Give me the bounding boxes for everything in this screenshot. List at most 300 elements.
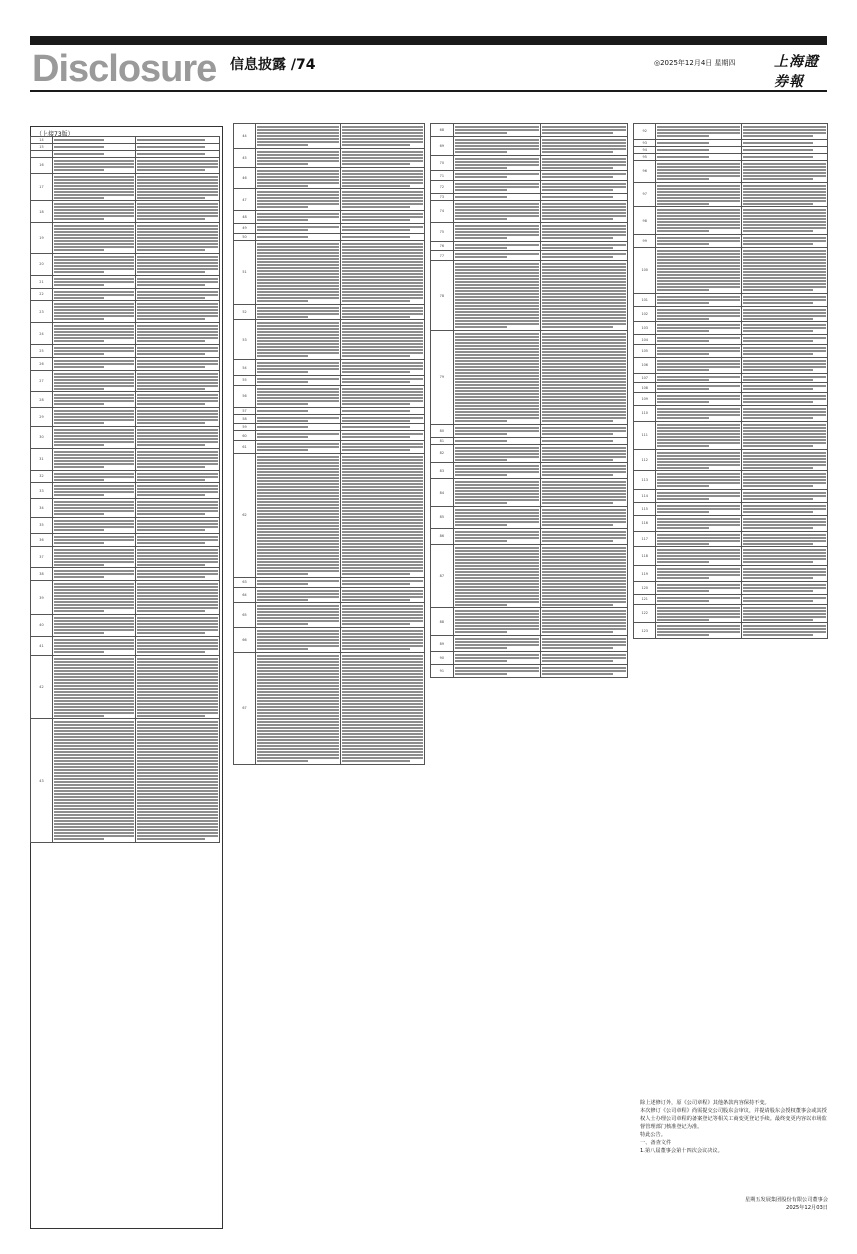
text-line	[54, 757, 135, 759]
text-line	[455, 269, 539, 271]
text-line	[54, 501, 135, 503]
old-clause	[453, 506, 540, 528]
table-row	[31, 144, 220, 151]
text-line	[542, 654, 626, 656]
text-line	[137, 331, 218, 333]
text-line	[257, 549, 338, 551]
text-line	[257, 583, 308, 585]
text-line	[542, 502, 613, 504]
old-clause	[52, 157, 136, 173]
text-line	[542, 468, 626, 470]
text-line	[137, 835, 218, 837]
text-line	[455, 628, 539, 630]
text-line	[743, 388, 813, 390]
old-clause	[453, 651, 540, 664]
text-line	[657, 376, 740, 378]
text-line	[542, 673, 613, 675]
new-clause	[340, 453, 424, 577]
text-line	[657, 597, 740, 599]
text-line	[455, 234, 539, 236]
old-clause	[656, 153, 742, 160]
text-line	[342, 630, 423, 632]
table-row	[31, 173, 220, 201]
text-line	[257, 182, 338, 184]
text-line	[342, 546, 423, 548]
text-line	[54, 435, 135, 437]
text-line	[257, 213, 338, 215]
text-line	[257, 546, 338, 548]
table-row	[431, 251, 628, 261]
table-row	[234, 424, 425, 431]
clause-number: 103	[634, 322, 656, 335]
old-clause	[52, 370, 136, 392]
text-line	[542, 132, 613, 134]
text-line	[542, 237, 613, 239]
new-clause	[340, 414, 424, 424]
text-line	[743, 274, 826, 276]
text-line	[257, 258, 338, 260]
text-line	[542, 414, 626, 416]
text-line	[137, 379, 218, 381]
text-line	[542, 354, 626, 356]
text-line	[54, 379, 135, 381]
text-line	[54, 629, 135, 631]
text-line	[743, 243, 813, 245]
text-line	[54, 802, 135, 804]
clause-number: 29	[31, 408, 53, 427]
text-line	[542, 164, 626, 166]
text-line	[137, 234, 218, 236]
text-line	[743, 188, 826, 190]
text-line	[257, 200, 338, 202]
text-line	[743, 327, 826, 329]
text-line	[657, 312, 740, 314]
text-line	[54, 709, 135, 711]
table-row	[634, 490, 828, 503]
text-line	[657, 492, 740, 494]
text-line	[455, 502, 507, 504]
text-line	[137, 231, 218, 233]
text-line	[455, 167, 507, 169]
text-line	[342, 703, 423, 705]
text-line	[342, 495, 423, 497]
new-clause	[742, 160, 828, 182]
text-line	[54, 694, 135, 696]
old-clause	[256, 603, 340, 628]
table-row	[634, 547, 828, 566]
text-line	[743, 561, 813, 563]
table-row	[31, 253, 220, 275]
text-line	[542, 610, 626, 612]
text-line	[137, 685, 218, 687]
table-row	[31, 581, 220, 615]
old-clause	[52, 581, 136, 615]
text-line	[455, 263, 539, 265]
old-clause	[656, 594, 742, 604]
text-line	[342, 316, 410, 318]
text-line	[257, 236, 308, 238]
text-line	[743, 253, 826, 255]
text-line	[54, 793, 135, 795]
text-line	[137, 645, 218, 647]
new-clause	[742, 604, 828, 623]
clause-number: 42	[31, 655, 53, 719]
old-clause	[656, 490, 742, 503]
clause-number: 67	[234, 652, 256, 764]
text-line	[657, 315, 740, 317]
text-line	[743, 467, 813, 469]
table-row	[634, 604, 828, 623]
clause-number: 19	[31, 223, 53, 254]
text-line	[542, 580, 626, 582]
clause-number: 38	[31, 568, 53, 581]
old-clause	[453, 608, 540, 636]
text-line	[257, 534, 338, 536]
text-line	[54, 838, 104, 840]
text-line	[54, 510, 135, 512]
text-line	[54, 457, 135, 459]
clause-number: 27	[31, 370, 53, 392]
text-line	[54, 466, 104, 468]
text-line	[743, 461, 826, 463]
text-line	[342, 328, 423, 330]
text-line	[54, 697, 135, 699]
text-line	[657, 360, 740, 362]
table-row	[234, 233, 425, 240]
text-line	[455, 284, 539, 286]
text-line	[54, 832, 135, 834]
text-line	[257, 381, 308, 383]
clause-number: 86	[431, 528, 454, 544]
text-line	[743, 587, 826, 589]
text-line	[342, 288, 423, 290]
text-line	[657, 126, 740, 128]
clause-number: 76	[431, 241, 454, 251]
text-line	[743, 277, 826, 279]
text-line	[257, 531, 338, 533]
text-line	[54, 805, 135, 807]
text-line	[542, 496, 626, 498]
text-line	[257, 443, 338, 445]
text-line	[657, 590, 708, 592]
text-line	[657, 277, 740, 279]
text-line	[257, 203, 338, 205]
text-line	[257, 173, 338, 175]
text-line	[743, 631, 826, 633]
text-line	[257, 685, 338, 687]
text-line	[657, 218, 740, 220]
text-line	[137, 549, 218, 551]
text-line	[657, 149, 708, 151]
text-line	[542, 302, 626, 304]
text-line	[455, 414, 539, 416]
text-line	[342, 426, 410, 428]
text-line	[137, 507, 218, 509]
text-line	[342, 362, 423, 364]
masthead	[30, 36, 827, 92]
text-line	[657, 607, 740, 609]
text-line	[342, 667, 423, 669]
text-line	[54, 721, 135, 723]
text-line	[137, 169, 205, 171]
text-line	[542, 459, 613, 461]
text-line	[54, 169, 104, 171]
text-line	[137, 724, 218, 726]
clause-number: 110	[634, 405, 656, 421]
text-line	[342, 608, 423, 610]
old-clause	[52, 470, 136, 483]
old-clause	[656, 293, 742, 306]
text-line	[542, 339, 626, 341]
text-line	[342, 141, 423, 143]
text-line	[54, 328, 135, 330]
new-clause	[136, 357, 220, 370]
text-line	[455, 369, 539, 371]
text-line	[455, 212, 539, 214]
clause-number: 99	[634, 235, 656, 248]
text-line	[54, 539, 135, 541]
text-line	[342, 721, 423, 723]
text-line	[542, 447, 626, 449]
old-clause	[52, 614, 136, 636]
text-line	[743, 230, 813, 232]
text-line	[137, 552, 218, 554]
old-clause	[656, 531, 742, 547]
text-line	[257, 378, 338, 380]
table-row	[31, 392, 220, 408]
text-line	[137, 160, 218, 162]
old-clause	[52, 408, 136, 427]
clause-number: 105	[634, 344, 656, 357]
text-line	[743, 224, 826, 226]
clause-number: 43	[31, 719, 53, 843]
table-row	[634, 393, 828, 406]
text-line	[137, 808, 218, 810]
new-clause	[742, 515, 828, 531]
text-line	[342, 346, 423, 348]
text-line	[657, 439, 740, 441]
text-line	[54, 829, 135, 831]
text-line	[542, 167, 613, 169]
text-line	[743, 262, 826, 264]
new-clause	[540, 261, 627, 331]
table-row	[431, 193, 628, 200]
old-clause	[256, 385, 340, 407]
text-line	[257, 599, 308, 601]
text-line	[342, 337, 423, 339]
text-line	[137, 513, 205, 515]
text-line	[743, 175, 826, 177]
new-clause	[340, 441, 424, 454]
text-line	[257, 417, 338, 419]
text-line	[743, 492, 826, 494]
text-line	[137, 766, 218, 768]
text-line	[657, 259, 740, 261]
old-clause	[256, 587, 340, 603]
text-line	[54, 284, 104, 286]
table-row	[431, 506, 628, 528]
text-line	[257, 703, 338, 705]
text-line	[542, 484, 626, 486]
table-row	[31, 546, 220, 568]
text-line	[657, 385, 740, 387]
old-clause	[256, 453, 340, 577]
text-line	[743, 445, 813, 447]
text-line	[455, 215, 539, 217]
text-line	[257, 614, 338, 616]
clause-number: 66	[234, 628, 256, 653]
text-line	[257, 343, 338, 345]
text-line	[342, 525, 423, 527]
table-row	[634, 405, 828, 421]
text-line	[137, 388, 205, 390]
text-line	[257, 313, 338, 315]
text-line	[54, 400, 135, 402]
text-line	[257, 590, 338, 592]
text-line	[542, 323, 626, 325]
text-line	[455, 253, 539, 255]
text-line	[455, 619, 539, 621]
text-line	[455, 586, 539, 588]
text-line	[137, 413, 218, 415]
text-line	[743, 540, 826, 542]
text-line	[54, 360, 135, 362]
text-line	[542, 521, 626, 523]
old-clause	[656, 306, 742, 322]
text-line	[743, 408, 826, 410]
text-line	[657, 610, 740, 612]
text-line	[257, 126, 338, 128]
text-line	[657, 169, 740, 171]
new-clause	[540, 437, 627, 444]
text-line	[54, 769, 135, 771]
text-line	[743, 318, 813, 320]
new-clause	[136, 568, 220, 581]
clause-number: 25	[31, 344, 53, 357]
text-line	[342, 558, 423, 560]
text-line	[54, 549, 135, 551]
text-line	[257, 522, 338, 524]
text-line	[257, 468, 338, 470]
text-line	[657, 253, 740, 255]
text-line	[342, 661, 423, 663]
text-line	[342, 378, 423, 380]
text-line	[54, 820, 135, 822]
text-line	[455, 613, 539, 615]
text-line	[257, 655, 338, 657]
new-clause	[540, 636, 627, 652]
text-line	[455, 345, 539, 347]
text-line	[657, 549, 740, 551]
text-line	[257, 456, 338, 458]
text-line	[743, 436, 826, 438]
text-line	[257, 724, 338, 726]
old-clause	[656, 182, 742, 207]
text-line	[342, 276, 423, 278]
text-line	[455, 366, 539, 368]
new-clause	[742, 357, 828, 373]
text-line	[342, 144, 410, 146]
text-line	[137, 661, 218, 663]
text-line	[455, 372, 539, 374]
text-line	[657, 543, 708, 545]
clause-number: 112	[634, 449, 656, 471]
text-line	[542, 228, 626, 230]
text-line	[542, 625, 626, 627]
text-line	[257, 694, 338, 696]
text-line	[257, 362, 338, 364]
text-line	[455, 281, 539, 283]
text-line	[137, 682, 218, 684]
text-line	[54, 166, 135, 168]
text-line	[455, 481, 539, 483]
text-line	[257, 229, 308, 231]
new-clause	[742, 335, 828, 345]
text-line	[743, 414, 826, 416]
text-line	[455, 348, 539, 350]
text-line	[743, 610, 826, 612]
text-line	[257, 197, 338, 199]
new-clause	[136, 151, 220, 158]
text-line	[455, 673, 507, 675]
text-line	[342, 459, 423, 461]
text-line	[657, 256, 740, 258]
old-clause	[256, 441, 340, 454]
text-line	[257, 252, 338, 254]
text-line	[455, 275, 539, 277]
new-clause	[136, 288, 220, 301]
text-line	[743, 132, 826, 134]
text-line	[342, 468, 423, 470]
text-line	[342, 267, 423, 269]
text-line	[342, 480, 423, 482]
text-line	[657, 430, 740, 432]
text-line	[342, 670, 423, 672]
text-line	[542, 142, 626, 144]
clause-number: 118	[634, 547, 656, 566]
text-line	[657, 436, 740, 438]
text-line	[54, 811, 135, 813]
old-clause	[52, 636, 136, 655]
new-clause	[136, 448, 220, 470]
text-line	[342, 564, 423, 566]
text-line	[455, 142, 539, 144]
text-line	[257, 745, 338, 747]
text-line	[743, 209, 826, 211]
text-line	[257, 337, 338, 339]
text-line	[54, 781, 135, 783]
text-line	[743, 452, 826, 454]
text-line	[743, 142, 813, 144]
clause-number: 79	[431, 330, 454, 424]
text-line	[342, 639, 423, 641]
old-clause	[453, 664, 540, 677]
text-line	[137, 697, 218, 699]
old-clause	[52, 517, 136, 533]
text-line	[342, 522, 423, 524]
clause-number: 69	[431, 136, 454, 155]
old-clause	[256, 628, 340, 653]
text-line	[542, 381, 626, 383]
text-line	[542, 253, 626, 255]
text-line	[137, 778, 218, 780]
text-line	[657, 616, 740, 618]
text-line	[455, 342, 539, 344]
text-line	[257, 754, 338, 756]
text-line	[657, 482, 740, 484]
text-line	[54, 463, 135, 465]
text-line	[342, 343, 423, 345]
